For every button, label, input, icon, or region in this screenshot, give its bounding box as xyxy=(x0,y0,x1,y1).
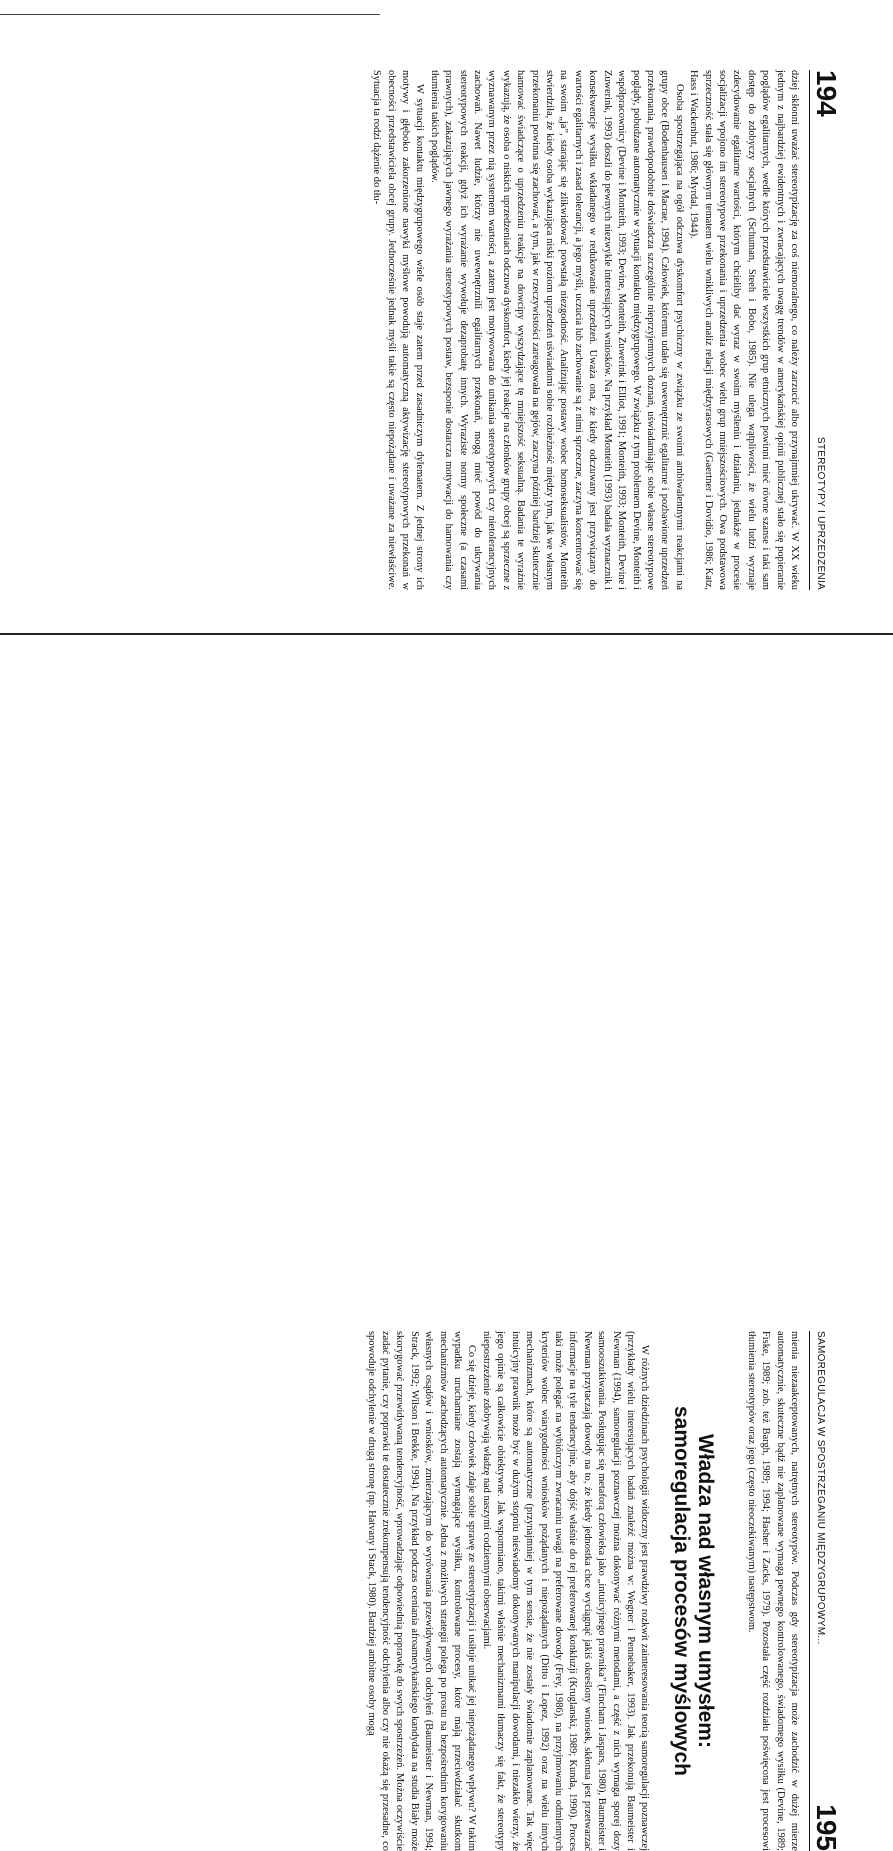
page-header xyxy=(809,70,846,590)
paragraph: mienia niezaakceptowanych, natrętnych stereotypów. Podczas gdy stereotypizacja może zachodzić w dużej mierze automatycznie, skuteczne bądź nie zaplanowane wymaga pewnego kontrolowanego, świadomego wysiłku (Devine, 1989; Fiske, 1989; zob. też Bargh, 1989; 1994; Hasher i Zacks, 1979). Pozostała część rozdziału poświęcona jest procesowi tłumienia stereotypów oraz jego (często nieoczekiwanym) następstwom. xyxy=(745,1331,800,1851)
page-body xyxy=(369,70,801,590)
page-divider xyxy=(0,633,893,635)
section-heading-line: samoregulacja procesów myślowych xyxy=(670,1406,694,1776)
page-195 xyxy=(56,1331,846,1851)
upper-page-area xyxy=(0,0,893,633)
section-heading xyxy=(669,1331,717,1851)
page-header xyxy=(809,1331,846,1851)
page-194 xyxy=(56,70,846,590)
paragraph: Osoba spostrzegająca na ogół odczuwa dyskomfort psychiczny w związku ze swoimi ambiwalentnymi reakcjami na grupy obce (Bodenhausen i Macrae, 1994). Człowiek, któremu udało się uwewnętrznić egalitarne i pozbawione uprzedzeń przekonania, prawdopodobnie doświadcza szczególnie nieprzyjemnych doznań, uświadamiając sobie własne stereotypowe poglądy, pobudzane automatycznie w sytuacji kontaktu międzygrupowego. W związku z tym problemem Devine, Monteith i współpracownicy (Devine i Monteith, 1993; Devine, Monteith, Zuwerink i Elliot, 1991; Monteith, 1993; Monteith, Devine i Zuwerink, 1993) doszli do pewnych niezwykle interesujących wniosków. Na przykład Monteith (1993) badała wyznacznik i konsekwencje wysiłku wkładanego w redukowanie uprzedzeń. Uważa ona, że kiedy odczuwany jest przywiązany do wartości egalitarnych i zasad tolerancji, a jego myśli, uczucia lub zachowanie są z nimi sprzeczne, zaczyna koncentrować się na swoim „ja”, starając się zlikwidować powstałą niezgodność. Analizując postawy wobec homoseksualistów, Monteith stwierdziła, że kiedy osoba wykazująca niski poziom uprzedzeń uświadomi sobie rozbieżność między tym, jak we własnym przekonaniu powinna się zachować, a tym, jak w rzeczywistości zareagowała na gejów, zaczyna później bardziej skutecznie hamować świadczące o uprzedzeniu reakcje na dowcipy wyszydzające tę mniejszość seksualną. Badania te wyraźnie wykazują, że osoba o niskich uprzedzeniach odczuwa dyskomfort, kiedy jej reakcje na członków grupy obcej są sprzeczne z wyznawanym przez nią systemem wartości, a zatem jest motywowana do unikania stereotypowych czy nietolerancyjnych zachowań. Nawet ludzie, którzy nie uwewnętrznili egalitarnych przekonań, mogą mieć powód do ukrywania stereotypowych reakcji, gdyż ich wyrażanie wywołuje dezaprobatę innych. Wyraziste normy społeczne (a czasami prawnych), zakazujących jawnego wyrażania stereotypowych postaw, bezsponie dostarcza motywacji do hamowania czy tłumienia takich poglądów. xyxy=(428,70,685,590)
paragraph: dziej skłonni uważać stereotypizację za coś niemoralnego, co należy zarzucić albo przynajmniej ukrywać. W XX wieku jednym z najbardziej ewidentnych i zwracających uwagę trendów w amerykańskiej opinii publicznej stało się popieranie poglądów egalitarnych, wedle których przedstawiciele wszystkich grup etnicznych powinni mieć równe szanse i taki sam dostęp do zdobyczy socjalnych (Schuman, Steeh i Bobo, 1985). Nie ulega wątpliwości, że wielu ludzi wyznaje zdecydowanie egalitarne wartości, którym chcieliby dać wyraz w swoim myśleniu i działaniu, jednakże w procesie socjalizacji wpojono im stereotypowe przekonania i uprzedzenia wobec wielu grup mniejszościowych. Owa podstawowa sprzeczność stała się głównym tematem wielu wnikliwych analiz relacji międzyrasowych (Gaertner i Dovidio, 1986; Katz, Hass i Wackenhut, 1986; Myrdal, 1944). xyxy=(688,70,800,590)
paragraph: Co się dzieje, kiedy człowiek zdaje sobie sprawę ze stereotypizacji i usiłuje unikać jej niepożądanego wpływu? W takim wypadku uruchamiane zostają wymagające wysiłku, kontrolowane procesy, które mają przeciwdziałać skutkom mechanizmów zachodzących automatycznie. Jedna z możliwych strategii polega po prostu na bezpośrednim korygowaniu własnych osądów i wniosków, zmierzającym do wyrównania przewidywanych odchyleń (Baumeister i Newman, 1994; Strack, 1992; Wilson i Brekke, 1994). Na przykład podczas oceniania afroamerykańskiego kandydata na studia Biały może skorygować przewidywaną tendencyjność, wprowadzając odpowiednią poprawkę do swych spostrzeżeń. Można oczywiście zadać pytanie, czy poprawki te dostatecznie zrekompensują tendencyjność odchylenia albo czy nie okażą się przesadne, co spowoduje odchylenie w drugą stronę (np. Hatvany i Stack, 1980). Bardziej ambitne osoby mogą xyxy=(365,1331,478,1851)
page-body xyxy=(363,1331,801,1851)
page-number: 195 xyxy=(811,1804,842,1851)
running-head: STEREOTYPY I UPRZEDZENIA xyxy=(815,436,826,590)
running-head: SAMOREGULACJA W SPOSTRZEGANIU MIĘDZYGRUPOWYM... xyxy=(815,1331,826,1645)
paragraph: W sytuacji kontaktu międzygrupowego wiele osób staje zatem przed zasadniczym dylematem. Z jednej strony ich motywy i głęboko zakorzenione nawyki myślowe powodują automatyczną aktywizację stereotypowych przekonań w obecności przedstawiciela obcej grupy. Jednocześnie jednak myśli takie są często niepożądane i uważane za niewłaściwe. Sytuacja ta rodzi dążenie do tłu- xyxy=(371,70,426,590)
paragraph: W różnych dziedzinach psychologii widoczny jest prawdziwy rozkwit zainteresowania teorią samoregulacji poznawczej (przykłady wielu interesujących badań znaleźć można w: Wegner i Pennebaker, 1993). Jak przekonują Baumeister i Newman (1994), samoregulacji poznawczej można dokonywać różnymi metodami, a część z nich wymaga sporej dozy samooszukiwania. Posługując się metaforą człowieka jako „intuicyjnego prawnika” (Fincham i Jaspars, 1980), Baumeister i Newman przytaczają dowody na to, że kiedy jednostka chce wyciągnąć jakiś określony wniosek, skłonna jest przetwarzać informacje na tyle tendencyjnie, aby dojść właśnie do tej preferowanej konkluzji (Kruglanski, 1989; Kunda, 1990). Proces taki może polegać na wybiórczym zwracaniu uwagi na preferowane dowody (Frey, 1986), na przyjmowaniu odmiennych kryteriów wobec wiarygodności wniosków pożądanych i niepożądanych (Ditto i Lopez, 1992) oraz na wielu innych mechanizmach, które są automatyczne (przynajmniej w tym sensie, że nie zostały świadomie zaplanowane. Tak więc intuicyjny prawnik może być w dużym stopniu nieświadomy dokonywanych manipulacji dowodami, i niezakło wierzy, że jego opinie są całkowicie obiektywne. Jak wspomniano, takimi właśnie mechanizmami tłumaczy się fakt, że stereotypy niepostrzeżenie zdobywają władzę nad naszymi codziennymi obserwacjami. xyxy=(480,1331,651,1851)
page-number: 194 xyxy=(811,70,842,117)
lower-page-area xyxy=(0,636,893,1851)
section-heading-line: Władza nad własnym umysłem: xyxy=(694,1434,718,1748)
